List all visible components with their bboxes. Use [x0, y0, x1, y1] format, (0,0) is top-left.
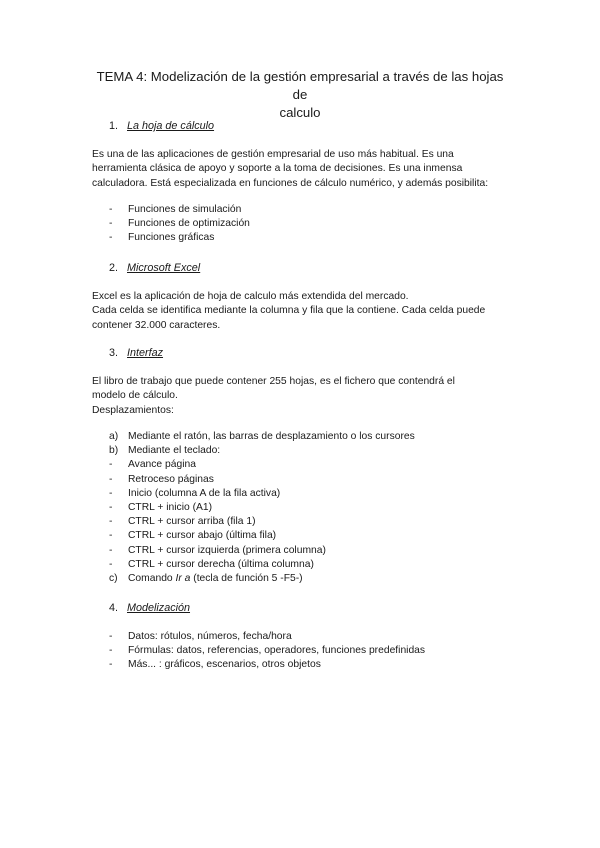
section-3-list [109, 430, 415, 586]
section-number: 2. [109, 262, 119, 274]
section-1-paragraph [92, 148, 512, 191]
section-number: 3. [109, 347, 119, 359]
section-title: La hoja de cálculo [127, 120, 215, 132]
list-item: c) Comando Ir a (tecla de función 5 -F5-) [109, 573, 303, 585]
section-title: Interfaz [127, 347, 164, 359]
list-item: - Inicio (columna A de la fila activa) [109, 487, 281, 499]
para-line: El libro de trabajo que puede contener 255 hojas, es el fichero que contendrá el [92, 376, 455, 387]
section-2-paragraph [92, 290, 512, 333]
para-line: modelo de cálculo. [92, 390, 178, 402]
section-4-bullets [109, 630, 425, 673]
para-line: herramienta clásica de apoyo y soporte a la toma de decisiones. Es una inmensa [92, 163, 463, 175]
document-title [90, 68, 510, 122]
list-item: - Fórmulas: datos, referencias, operadores, funciones predefinidas [109, 645, 426, 657]
section-number: 4. [109, 602, 119, 614]
section-3-heading [109, 347, 163, 359]
title-line-1: TEMA 4: Modelización de la gestión empresarial a través de las hojas de [96, 69, 504, 102]
section-2-heading [109, 262, 200, 274]
section-4-heading [109, 602, 190, 614]
list-item: - Avance página [109, 459, 196, 471]
list-item: - CTRL + cursor abajo (última fila) [109, 530, 277, 542]
para-line: Desplazamientos: [92, 404, 174, 416]
list-item: - CTRL + cursor izquierda (primera columna) [109, 544, 326, 556]
list-item: - Funciones gráficas [109, 232, 215, 244]
title-line-2: calculo [279, 105, 321, 120]
para-line: Excel es la aplicación de hoja de calculo más extendida del mercado. [92, 291, 409, 302]
list-item: - CTRL + inicio (A1) [109, 502, 213, 514]
list-item: - Funciones de simulación [109, 204, 242, 215]
para-line: contener 32.000 caracteres. [92, 319, 221, 331]
section-1-heading [109, 120, 214, 132]
para-line: calculadora. Está especializada en funciones de cálculo numérico, y además posibilita: [92, 177, 489, 189]
list-item: - CTRL + cursor derecha (última columna) [109, 558, 314, 570]
section-title: Microsoft Excel [127, 262, 201, 274]
list-item: - Datos: rótulos, números, fecha/hora [109, 631, 292, 642]
list-item: b) Mediante el teclado: [109, 445, 221, 457]
section-1-bullets [109, 203, 250, 246]
para-line: Es una de las aplicaciones de gestión empresarial de uso más habitual. Es una [92, 149, 454, 160]
list-item: - Funciones de optimización [109, 218, 250, 230]
list-item: - CTRL + cursor arriba (fila 1) [109, 516, 256, 528]
list-item: a) Mediante el ratón, las barras de desplazamiento o los cursores [109, 431, 415, 442]
para-line: Cada celda se identifica mediante la columna y fila que la contiene. Cada celda puede [92, 305, 486, 317]
section-number: 1. [109, 120, 119, 132]
list-item: - Más... : gráficos, escenarios, otros objetos [109, 659, 321, 671]
section-title: Modelización [127, 602, 191, 614]
section-3-paragraph [92, 375, 512, 418]
list-item: - Retroceso páginas [109, 473, 214, 485]
